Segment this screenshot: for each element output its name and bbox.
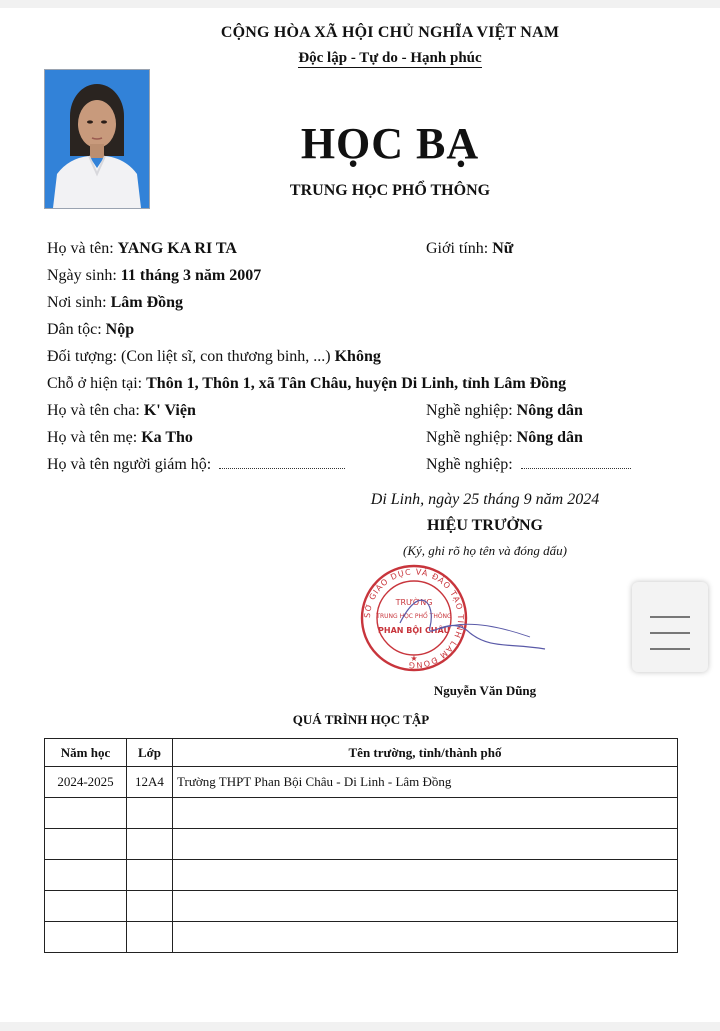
- field-address: [47, 375, 566, 393]
- signer-name: Nguyễn Văn Dũng: [433, 683, 537, 698]
- table-row: [45, 829, 678, 860]
- category-value: Không: [334, 348, 381, 365]
- cell-year: [45, 891, 127, 922]
- col-class: Lớp: [127, 739, 173, 767]
- address-value: Thôn 1, Thôn 1, xã Tân Châu, huyện Di Linh, tỉnh Lâm Đồng: [146, 375, 567, 392]
- history-header-row: [45, 739, 678, 767]
- cell-school: [173, 860, 678, 891]
- table-row: [45, 891, 678, 922]
- document-page: [0, 8, 720, 1022]
- cell-class: [127, 891, 173, 922]
- address-label: Chỗ ở hiện tại:: [47, 375, 143, 392]
- student-photo: [44, 69, 150, 209]
- guardian-job-label: Nghề nghiệp:: [426, 456, 513, 473]
- father-label: Họ và tên cha:: [47, 402, 140, 419]
- cell-year: [45, 829, 127, 860]
- svg-text:TRƯỜNG: TRƯỜNG: [395, 598, 433, 607]
- document-title: HỌC BẠ: [300, 119, 480, 168]
- table-row: [45, 767, 678, 798]
- cell-year: [45, 922, 127, 953]
- floating-menu-button[interactable]: [632, 582, 708, 672]
- cell-class: [127, 829, 173, 860]
- cell-year: [45, 798, 127, 829]
- name-value: YANG KA RI TA: [117, 240, 237, 257]
- gender-value: Nữ: [492, 240, 514, 257]
- mother-value: Ka Tho: [141, 429, 193, 446]
- field-name: [47, 240, 237, 258]
- document-subtitle: TRUNG HỌC PHỔ THÔNG: [289, 182, 491, 199]
- svg-text:SỞ GIÁO DỤC VÀ ĐÀO TẠO TỈNH LÂ: SỞ GIÁO DỤC VÀ ĐÀO TẠO TỈNH LÂM ĐỒNG: [362, 567, 466, 670]
- place-date: Di Linh, ngày 25 tháng 9 năm 2024: [370, 491, 600, 508]
- ethnicity-value: Nộp: [105, 321, 135, 338]
- cell-year: 2024-2025: [45, 767, 127, 798]
- category-label: Đối tượng: (Con liệt sĩ, con thương binh, ...): [47, 348, 331, 365]
- dob-label: Ngày sinh:: [47, 267, 117, 284]
- guardian-label: Họ và tên người giám hộ:: [47, 456, 212, 473]
- svg-text:TRUNG HỌC PHỔ THÔNG: TRUNG HỌC PHỔ THÔNG: [376, 613, 452, 620]
- father-job-value: Nông dân: [516, 402, 583, 419]
- mother-job-value: Nông dân: [516, 429, 583, 446]
- cell-year: [45, 860, 127, 891]
- cell-school: [173, 829, 678, 860]
- cell-school: [173, 922, 678, 953]
- svg-text:PHAN BỘI CHÂU: PHAN BỘI CHÂU: [378, 626, 450, 635]
- history-table: [44, 738, 678, 953]
- field-father: [47, 402, 196, 420]
- guardian-job-blank: [521, 468, 631, 469]
- field-dob: [47, 267, 261, 285]
- dob-value: 11 tháng 3 năm 2007: [120, 267, 262, 284]
- table-row: [45, 798, 678, 829]
- name-label: Họ và tên:: [47, 240, 114, 257]
- table-row: [45, 860, 678, 891]
- cell-school: [173, 891, 678, 922]
- field-birthplace: [47, 294, 183, 312]
- nation-header: CỘNG HÒA XÃ HỘI CHỦ NGHĨA VIỆT NAM: [220, 24, 560, 41]
- col-school: Tên trường, tỉnh/thành phố: [173, 739, 678, 767]
- cell-class: [127, 798, 173, 829]
- signer-role: HIỆU TRƯỞNG: [426, 517, 543, 534]
- field-guardian-job: [426, 456, 631, 474]
- field-mother: [47, 429, 193, 447]
- field-category: [47, 348, 381, 366]
- birthplace-label: Nơi sinh:: [47, 294, 107, 311]
- guardian-blank: [219, 468, 345, 469]
- field-ethnicity: [47, 321, 134, 339]
- field-guardian: [47, 456, 345, 474]
- father-value: K' Viện: [143, 402, 196, 419]
- field-gender: [426, 240, 513, 258]
- table-row: [45, 922, 678, 953]
- gender-label: Giới tính:: [426, 240, 489, 257]
- father-job-label: Nghề nghiệp:: [426, 402, 513, 419]
- ethnicity-label: Dân tộc:: [47, 321, 102, 338]
- cell-school: Trường THPT Phan Bội Châu - Di Linh - Lâm Đồng: [173, 767, 678, 798]
- cell-class: 12A4: [127, 767, 173, 798]
- cell-school: [173, 798, 678, 829]
- motto-text: Độc lập - Tự do - Hạnh phúc: [298, 50, 482, 66]
- birthplace-value: Lâm Đồng: [110, 294, 184, 311]
- mother-label: Họ và tên mẹ:: [47, 429, 138, 446]
- field-father-job: [426, 402, 583, 420]
- history-title: QUÁ TRÌNH HỌC TẬP: [292, 712, 430, 727]
- motto: [170, 50, 610, 67]
- svg-text:★: ★: [410, 654, 418, 663]
- sign-note: (Ký, ghi rõ họ tên và đóng dấu): [403, 543, 567, 558]
- col-year: Năm học: [45, 739, 127, 767]
- official-stamp: [340, 563, 560, 673]
- field-mother-job: [426, 429, 583, 447]
- mother-job-label: Nghề nghiệp:: [426, 429, 513, 446]
- cell-class: [127, 922, 173, 953]
- cell-class: [127, 860, 173, 891]
